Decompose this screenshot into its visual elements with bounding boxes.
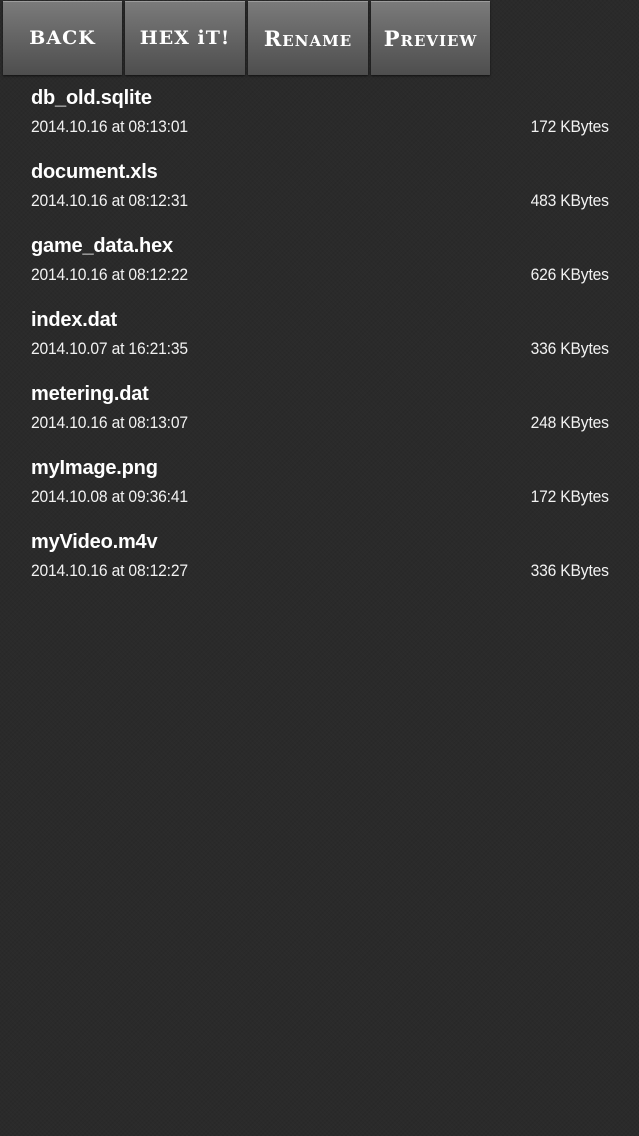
preview-button[interactable]: Preview (371, 1, 490, 75)
list-item[interactable] (0, 450, 639, 524)
file-size: 483 KBytes (530, 191, 609, 210)
file-size: 336 KBytes (530, 339, 609, 358)
back-button[interactable]: BACK (3, 1, 122, 75)
file-meta (31, 412, 609, 434)
file-meta (31, 486, 609, 508)
file-name: document.xls (31, 161, 158, 183)
file-size: 336 KBytes (530, 561, 609, 580)
file-date: 2014.10.16 at 08:13:01 (31, 117, 188, 136)
file-name: db_old.sqlite (31, 87, 152, 109)
file-name: index.dat (31, 309, 117, 331)
file-name: myVideo.m4v (31, 531, 158, 553)
file-list (0, 80, 639, 598)
rename-button[interactable]: Rename (248, 1, 368, 75)
file-date: 2014.10.16 at 08:12:22 (31, 265, 188, 284)
file-meta (31, 560, 609, 582)
list-item[interactable] (0, 524, 639, 598)
list-item[interactable] (0, 228, 639, 302)
hex-it-button[interactable]: HEX iT! (125, 1, 245, 75)
list-item[interactable] (0, 154, 639, 228)
list-item[interactable] (0, 302, 639, 376)
list-item[interactable] (0, 80, 639, 154)
file-date: 2014.10.16 at 08:12:27 (31, 561, 188, 580)
file-name: game_data.hex (31, 235, 173, 257)
file-date: 2014.10.08 at 09:36:41 (31, 487, 188, 506)
file-size: 172 KBytes (530, 117, 609, 136)
file-name: metering.dat (31, 383, 149, 405)
toolbar (0, 0, 490, 76)
file-date: 2014.10.16 at 08:12:31 (31, 191, 188, 210)
list-item[interactable] (0, 376, 639, 450)
file-meta (31, 116, 609, 138)
file-date: 2014.10.16 at 08:13:07 (31, 413, 188, 432)
file-size: 248 KBytes (530, 413, 609, 432)
file-date: 2014.10.07 at 16:21:35 (31, 339, 188, 358)
file-meta (31, 338, 609, 360)
file-meta (31, 264, 609, 286)
file-name: myImage.png (31, 457, 158, 479)
file-size: 172 KBytes (530, 487, 609, 506)
file-meta (31, 190, 609, 212)
file-size: 626 KBytes (530, 265, 609, 284)
